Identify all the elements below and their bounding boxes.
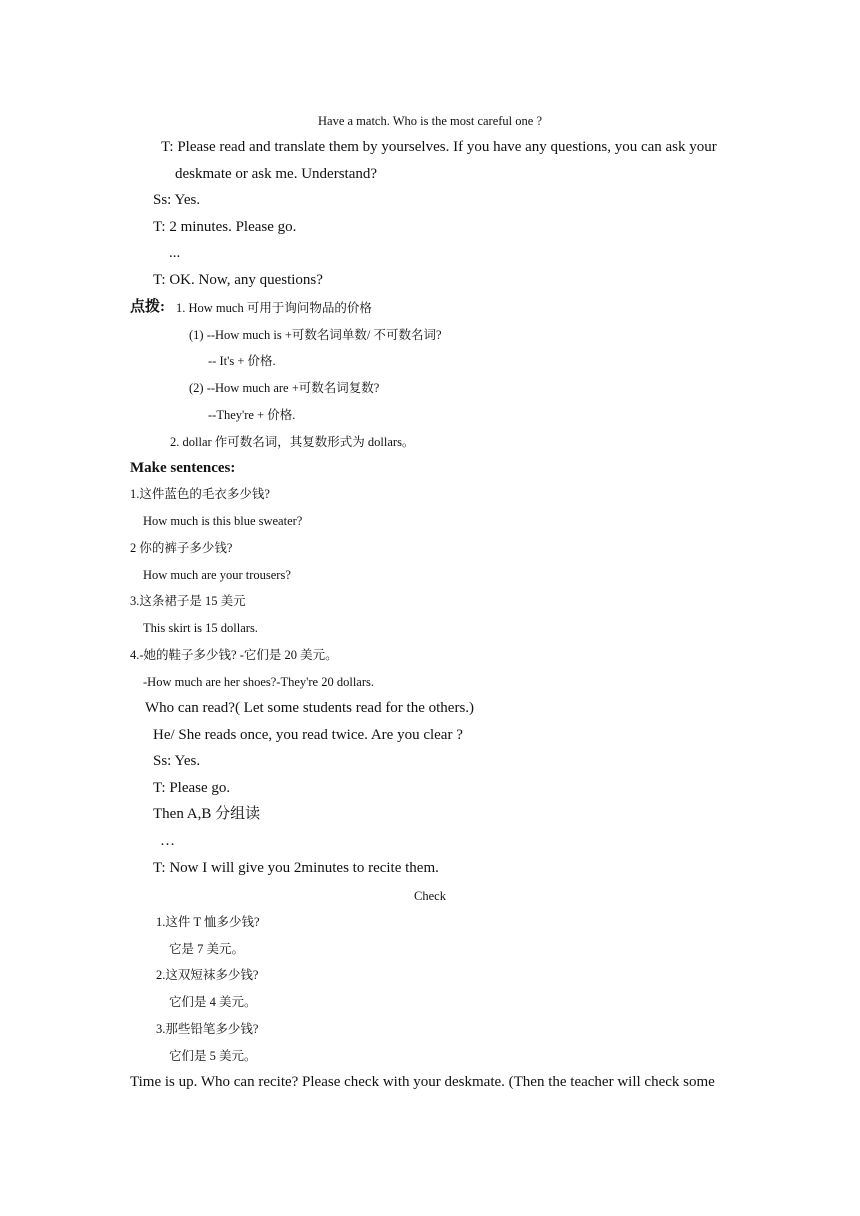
tip-1: 1. How much 可用于询问物品的价格 <box>176 301 372 315</box>
dialogue-line-5: ... <box>169 245 181 261</box>
sentence-4-en: -How much are her shoes?-They're 20 dollars. <box>143 675 374 689</box>
sentence-1-en: How much is this blue sweater? <box>143 514 303 528</box>
match-heading: Have a match. Who is the most careful one ? <box>318 114 542 128</box>
make-sentences-title: Make sentences: <box>130 460 236 476</box>
dialogue-line-1: T: Please read and translate them by yourselves. If you have any questions, you can ask your <box>161 139 717 155</box>
check-title: Check <box>414 889 446 903</box>
dialogue2-line-6: … <box>160 833 175 849</box>
tip-1b-answer: --They're + 价格. <box>208 408 296 422</box>
dialogue-line-6: T: OK. Now, any questions? <box>153 272 323 288</box>
sentence-4-zh: 4.-她的鞋子多少钱? -它们是 20 美元。 <box>130 648 338 662</box>
check-3-question: 3.那些铅笔多少钱? <box>156 1022 259 1036</box>
tip-1a: (1) --How much is +可数名词单数/ 不可数名词? <box>189 328 442 342</box>
sentence-3-zh: 3.这条裙子是 15 美元 <box>130 594 246 608</box>
check-3-answer: 它们是 5 美元。 <box>169 1049 257 1063</box>
tips-label: 点拨: <box>130 299 165 315</box>
check-2-answer: 它们是 4 美元。 <box>169 995 257 1009</box>
sentence-3-en: This skirt is 15 dollars. <box>143 621 258 635</box>
dialogue2-line-3: Ss: Yes. <box>153 753 201 769</box>
tip-1b: (2) --How much are +可数名词复数? <box>189 381 380 395</box>
dialogue2-line-4: T: Please go. <box>153 780 231 796</box>
check-2-question: 2.这双短袜多少钱? <box>156 968 259 982</box>
tip-1a-answer: -- It's + 价格. <box>208 354 276 368</box>
dialogue2-line-5: Then A,B 分组读 <box>153 806 261 822</box>
dialogue-line-3: Ss: Yes. <box>153 192 201 208</box>
tip-2: 2. dollar 作可数名词，其复数形式为 dollars。 <box>170 435 415 449</box>
sentence-1-zh: 1.这件蓝色的毛衣多少钱? <box>130 487 270 501</box>
check-1-answer: 它是 7 美元。 <box>169 942 245 956</box>
sentence-2-en: How much are your trousers? <box>143 568 291 582</box>
dialogue-line-2: deskmate or ask me. Understand? <box>175 166 378 182</box>
dialogue2-line-2: He/ She reads once, you read twice. Are you clear ? <box>153 727 463 743</box>
check-1-question: 1.这件 T 恤多少钱? <box>156 915 260 929</box>
sentence-2-zh: 2 你的裤子多少钱? <box>130 541 233 555</box>
closing-line: Time is up. Who can recite? Please check with your deskmate. (Then the teacher will check some <box>130 1074 715 1090</box>
dialogue-line-4: T: 2 minutes. Please go. <box>153 219 297 235</box>
dialogue2-line-7: T: Now I will give you 2minutes to recite them. <box>153 860 439 876</box>
dialogue2-line-1: Who can read?( Let some students read for the others.) <box>145 700 475 716</box>
